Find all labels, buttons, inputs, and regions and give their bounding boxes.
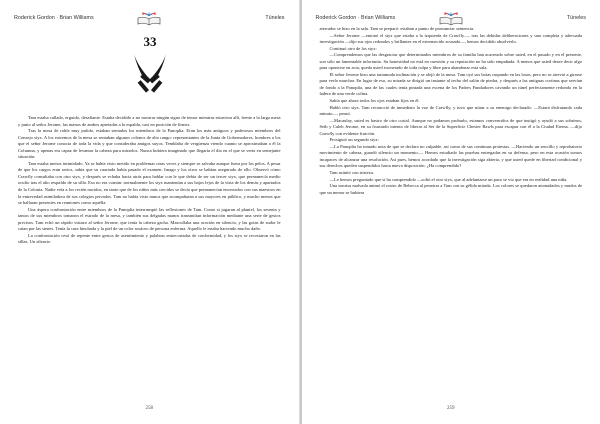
running-header <box>316 12 587 26</box>
paragraph: —Macaulay, usted es hastro de otro costal. Aunque no podamos probarlo, estamos convencidos de que instigó y ayudó a sus sobrinos, Seth y Caleb Jerome, en su frustrado intento de liberar al Ser de la Superficie Chester Rawls para escapar con él a la Ciudad Eterna. —dijo Crawfly con evidente fruición. <box>319 117 582 136</box>
paragraph: Prosiguió un segundo styx: <box>329 137 379 143</box>
page-number-right: 259 <box>447 406 455 411</box>
right-page <box>302 0 600 424</box>
chapter-number: 33 <box>143 34 157 49</box>
running-header <box>14 12 285 26</box>
paragraph: Continuó otro de los styx: <box>329 45 377 51</box>
page-number-left: 258 <box>145 406 153 411</box>
paragraph: —La Panoplia ha tomado nota de que se declara no culpable, así como de sus continuas protestas. —Haciendo un sencillo y reprobatorio movimiento de cabeza, guardó silencio un momento—. Hemos estudiado las pruebas entregadas en su defensa, pero en esta ocasión somos incapaces de alcanzar una resolución. Así pues, hemos acordado que la investigación siga abierta, y que usted quede en libertad condicional y sus derechos queden suspendidos hasta nueva disposición. ¿Ha comprendido? <box>319 143 582 169</box>
paragraph: —Comprendemos que las desgracias que determinados miembros de su familia han acarreado sobre usted, en el pasado y en el presente, son sólo un lamentable infortunio. Su honestidad no está en cuestión y su reputación no ha sido empañada. A menos que usted desee decir algo para oponerse en acta, queda usted exonerado de toda culpa y libre para abandonar esta sala. <box>319 52 582 71</box>
paragraph: —Señor Jerome —entonó el styx que estaba a la izquierda de Crawfly—, tras las debidas deliberaciones y una completa y adecuada investigación —dijo sus ojos redondos y brillantes en el estremecido acusado—, hemos decidido absolverlo. <box>319 32 582 45</box>
running-head-authors: Roderick Gordon · Brian Williams <box>14 15 94 21</box>
running-head-title: Túneles <box>265 15 285 21</box>
paragraph: Sabía que ahora todos los ojos estaban fijos en él. <box>329 98 420 104</box>
running-head-authors: Roderick Gordon · Brian Williams <box>315 15 396 21</box>
paragraph: Una áspera confrontación entre miembros de la Panoplia interrumpió las reflexiones de Tam. Como si jugaran al plantel, los sesenta y tantos de sus miembros tomaron el estrado de la mesa, y también sus delgadas manos transmitían información mediante una serie de gestos precisos. Tam echó un rápido vistazo al señor Jerome, que tenía la cabeza gacha. Mascullaba una oración en silencio, y las gotas de sudor le caían por las sienes. Tenía la cara hinchada y la piel de un color rosáceo de persona enferma. Aquello le estaba haciendo mucho daño. <box>18 206 281 232</box>
paragraph: Habló otro styx. Tam reconoció de inmediato la voz de Crawfly, y tuvo que mirar a su enemigo declarado: —Estará disfrutando cada minuto—, pensó. <box>319 104 582 117</box>
running-head-title: Túneles <box>566 15 586 21</box>
paragraph: Tam estaba callado, erguido, desafiante. Estaba decidido a no mostrar ningún signo de temor mientras estuviera allí, frente a la larga mesa y junto al señor Jerome, las manos de ambos apretadas a la espalda, casi en posición de firmes. <box>18 115 281 127</box>
paragraph: La confrontación cesó de repente entre gestos de asentimiento y palabras entrecortadas de conformidad, y los styx se recostaron en las sillas. Un silencio <box>18 232 281 245</box>
paragraph: —Le hemos preguntado que si ha comprendido —soltó el otro styx, que al adelantarse un paso se vio que era en realidad una niña. <box>329 176 568 182</box>
open-book-icon <box>136 12 162 26</box>
crossed-swords-icon <box>128 50 172 96</box>
paragraph: Tam estaba menos intimidado. Ya se había visto metido en problemas otras veces y siempre se salvaba aunque fuera por los pelos. A pesar de que los cargos eran serios, sabía que su cuartada había pasado el examen. Imago y los otros se habían asegurado de ello. Observó cómo Crawfly consultaba con otro styx, y después se echaba hacia atrás para hablar con le que debía de ser un tercer styx, que permanecía medio oculto tras el alto respaldo de su silla. Eso no era común: normalmente los styx mantenían a sus bajos lejos de la vista de los demás y apartados de la Colonia. Nadie veía a los recién nacidos, en tanto que de los niños más crecidos se decía que permanecían encerrados con sus maestros en la entrevedad asimiladora de sus colegios privados. Tam no había visto nunca que acompañaran a sus mayores en público, y mucho menos que se hallaran presentes en reuniones como aquélla. <box>18 160 281 206</box>
open-book-icon <box>438 12 464 26</box>
paragraph: aterrador se hizo en la sala. Tam se preparó: estaban a punto de pronunciar sentencia. <box>319 26 475 31</box>
paragraph: Tam asintió con tristeza. <box>329 170 374 176</box>
paragraph: Una sonrisa malvada animó el rostro de Rebecca al penetrar a Tam con su gélida mirada. Los colores se quedaron anonadados y mudos de que un menor se hubiera <box>319 183 582 195</box>
left-page-text <box>18 115 281 246</box>
paragraph: El señor Jerome hizo una tartamuda inclinación y se alejó de la mesa. Tam oyó sus botas raspando en las losas, pero no se atrevió a girarse para verlo marchar. En lugar de eso, su mirada se dirigió un instante al techo del salón de piedra, y después a las antiguas cortinas que servían de fondo a la Panoplia, una de las cuales tenía pintada una escena de los Padres Fundadores cavando un túnel perfectamente redondo en la ladera de una verde colina. <box>319 71 582 97</box>
paragraph: Tras la mesa de roble muy pulido, estaban sentados los miembros de la Panoplia. Eran los más antiguos y poderosos miembros del Consejo styx. A los extremos de la mesa se sentaban algunos colonos de alto rango: representantes de la Junta de Gobernadores, hombres a los que el señor Jerome conocía de toda la vida y que consideraba amigos suyos. Temblaba de vergüenza viendo cuanto se aproximaban a él la Columna, y apenas era capaz de levantar la cabeza para mirarlos. Nunca hubiera imaginado que llegaría el día en el que se vería en semejante situación. <box>18 128 281 160</box>
right-page-text <box>320 26 583 196</box>
